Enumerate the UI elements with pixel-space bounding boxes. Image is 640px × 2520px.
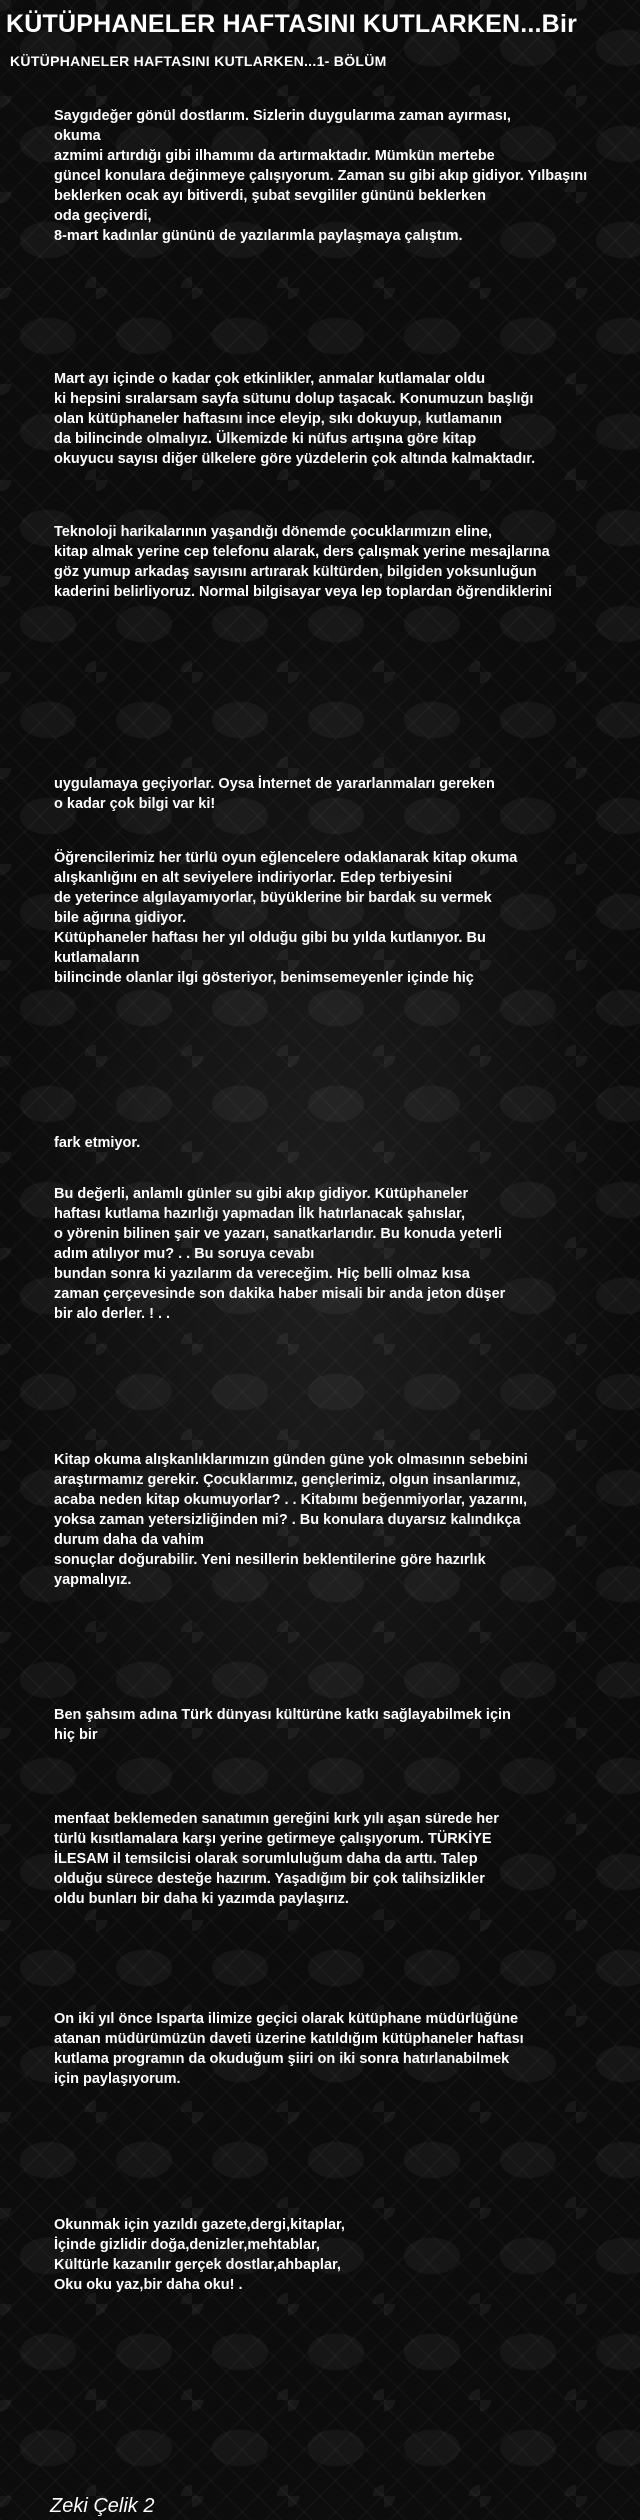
stanza-line: acaba neden kitap okumuyorlar? . . Kitabımı beğenmiyorlar, yazarını, <box>54 1492 528 1508</box>
stanza-line: Kütüphaneler haftası her yıl olduğu gibi bu yılda kutlanıyor. Bu <box>54 930 486 946</box>
stanza-line: sonuçlar doğurabilir. Yeni nesillerin beklentilerine göre hazırlık <box>54 1552 486 1568</box>
stanza <box>54 106 587 246</box>
stanza-line: kutlama programın da okuduğum şiiri on iki sonra hatırlanabilmek <box>54 2051 510 2067</box>
stanza <box>54 1450 528 1590</box>
stanza-line: oldu bunları bir daha ki yazımda paylaşırız. <box>54 1891 349 1907</box>
stanza <box>54 1133 140 1153</box>
stanza-line: On iki yıl önce Isparta ilimize geçici olarak kütüphane müdürlüğüne <box>54 2011 519 2027</box>
stanza <box>54 2009 524 2089</box>
stanza-line: haftası kutlama hazırlığı yapmadan İlk hatırlanacak şahıslar, <box>54 1206 466 1222</box>
stanza-line: İçinde gizlidir doğa,denizler,mehtablar, <box>54 2237 320 2253</box>
stanza-line: menfaat beklemeden sanatımın gereğini kırk yılı aşan sürede her <box>54 1811 499 1827</box>
stanza-line: Kitap okuma alışkanlıklarımızın günden güne yok olmasının sebebini <box>54 1452 528 1468</box>
stanza-line: olduğu sürece desteğe hazırım. Yaşadığım bir çok talihsizlikler <box>54 1871 485 1887</box>
stanza-line: Teknoloji harikalarının yaşandığı dönemde çocuklarımızın eline, <box>54 524 493 540</box>
stanza-line: olan kütüphaneler haftasını ince eleyip, sıkı dokuyup, kutlamanın <box>54 411 502 427</box>
stanza-line: kitap almak yerine cep telefonu alarak, ders çalışmak yerine mesajlarına <box>54 544 550 560</box>
stanza-line: o yörenin bilinen şair ve yazarı, sanatkarlarıdır. Bu konuda yeterli <box>54 1226 503 1242</box>
stanza-line: alışkanlığını en alt seviyelere indiriyorlar. Edep terbiyesini <box>54 870 453 886</box>
stanza-line: yapmalıyız. <box>54 1572 132 1588</box>
stanza-line: adım atılıyor mu? . . Bu soruya cevabı <box>54 1246 315 1262</box>
stanza-line: Bu değerli, anlamlı günler su gibi akıp gidiyor. Kütüphaneler <box>54 1186 469 1202</box>
stanza-line: Mart ayı içinde o kadar çok etkinlikler, anmalar kutlamalar oldu <box>54 371 486 387</box>
stanza-line: ki hepsini sıralarsam sayfa sütunu dolup taşacak. Konumuzun başlığı <box>54 391 534 407</box>
stanza-line: hiç bir <box>54 1727 98 1743</box>
stanza <box>54 848 517 988</box>
stanza-line: yoksa zaman yetersizliğinden mi? . Bu konulara duyarsız kalındıkça <box>54 1512 521 1528</box>
stanza-line: zaman çerçevesinde son dakika haber misali bir anda jeton düşer <box>54 1286 506 1302</box>
stanza <box>54 522 552 602</box>
stanza-line: de yeterince algılayamıyorlar, büyüklerine bir bardak su vermek <box>54 890 492 906</box>
stanza-line: okuma <box>54 128 101 144</box>
stanza-line: da bilincinde olmalıyız. Ülkemizde ki nüfus artışına göre kitap <box>54 431 477 447</box>
stanza-line: beklerken ocak ayı bitiverdi, şubat sevgililer gününü beklerken <box>54 188 486 204</box>
stanza-line: fark etmiyor. <box>54 1135 141 1151</box>
stanza-line: atanan müdürümüzün daveti üzerine katıldığım kütüphaneler haftası <box>54 2031 524 2047</box>
stanza-line: Ben şahsım adına Türk dünyası kültürüne katkı sağlayabilmek için <box>54 1707 511 1723</box>
stanza-line: oda geçiverdi, <box>54 208 152 224</box>
stanza-line: durum daha da vahim <box>54 1532 204 1548</box>
stanza-line: Öğrencilerimiz her türlü oyun eğlencelere odaklanarak kitap okuma <box>54 850 518 866</box>
stanza <box>54 1705 511 1745</box>
stanza-line: 8-mart kadınlar gününü de yazılarımla paylaşmaya çalıştım. <box>54 228 463 244</box>
stanza <box>54 369 535 469</box>
stanza-line: o kadar çok bilgi var ki! <box>54 796 216 812</box>
stanza-line: bile ağırına gidiyor. <box>54 910 187 926</box>
stanza-line: Okunmak için yazıldı gazete,dergi,kitaplar, <box>54 2217 345 2233</box>
stanza-line: bilincinde olanlar ilgi gösteriyor, benimsemeyenler içinde hiç <box>54 970 474 986</box>
stanza-line: türlü kısıtlamalara karşı yerine getirmeye çalışıyorum. TÜRKİYE <box>54 1831 492 1847</box>
stanza-line: İLESAM il temsilcisi olarak sorumluluğum daha da arttı. Talep <box>54 1851 478 1867</box>
poem-subtitle: KÜTÜPHANELER HAFTASINI KUTLARKEN...1- BÖLÜM <box>10 53 387 69</box>
stanza-line: güncel konulara değinmeye çalışıyorum. Zaman su gibi akıp gidiyor. Yılbaşını <box>54 168 588 184</box>
stanza-line: için paylaşıyorum. <box>54 2071 181 2087</box>
stanza-line: kutlamaların <box>54 950 140 966</box>
stanza-line: Oku oku yaz,bir daha oku! . <box>54 2277 243 2293</box>
poem-title: KÜTÜPHANELER HAFTASINI KUTLARKEN...Bir <box>6 10 578 38</box>
stanza-line: uygulamaya geçiyorlar. Oysa İnternet de yararlanmaları gereken <box>54 776 495 792</box>
stanza-line: kaderini belirliyoruz. Normal bilgisayar veya lep toplardan öğrendiklerini <box>54 584 552 600</box>
stanza-line: bir alo derler. ! . . <box>54 1306 171 1322</box>
stanza <box>54 774 495 814</box>
stanza <box>54 2215 345 2295</box>
stanza <box>54 1809 499 1909</box>
stanza-line: Saygıdeğer gönül dostlarım. Sizlerin duygularıma zaman ayırması, <box>54 108 511 124</box>
author-signature: Zeki Çelik 2 <box>50 2495 155 2517</box>
stanza-line: göz yumup arkadaş sayısını artırarak kültürden, bilgiden yoksunluğun <box>54 564 537 580</box>
stanza-line: araştırmamız gerekir. Çocuklarımız, gençlerimiz, olgun insanlarımız, <box>54 1472 521 1488</box>
stanza-line: okuyucu sayısı diğer ülkelere göre yüzdelerin çok altında kalmaktadır. <box>54 451 536 467</box>
stanza <box>54 1184 505 1324</box>
stanza-line: Kültürle kazanılır gerçek dostlar,ahbaplar, <box>54 2257 341 2273</box>
stanza-line: bundan sonra ki yazılarım da vereceğim. Hiç belli olmaz kısa <box>54 1266 470 1282</box>
stanza-line: azmimi artırdığı gibi ilhamımı da artırmaktadır. Mümkün mertebe <box>54 148 495 164</box>
